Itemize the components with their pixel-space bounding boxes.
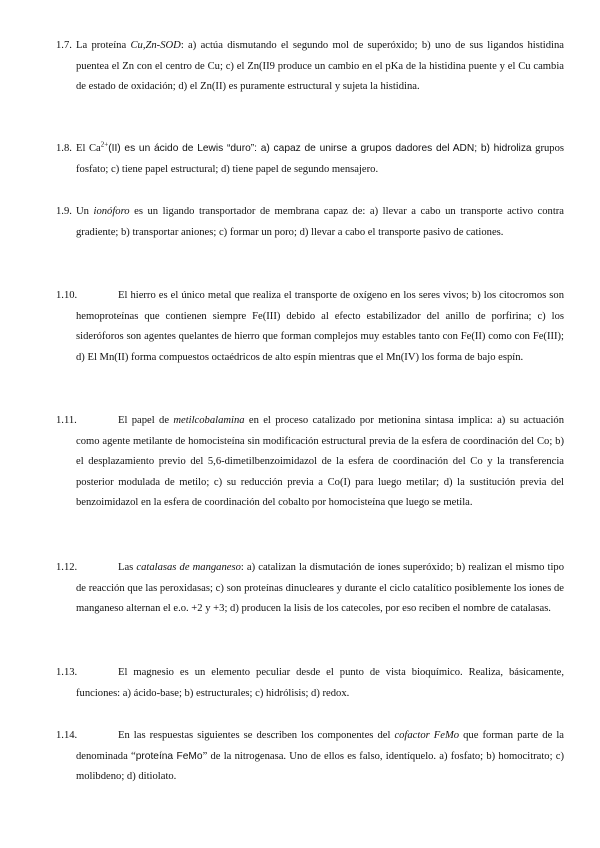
question-1-9: [56, 202, 564, 243]
question-text: Las catalasas de manganeso: a) catalizan la dismutación de iones superóxido; b) realizan el mismo tipo de reacción que las peroxidasas; c) son proteínas dinucleares y durante el ciclo catalítico posiblemente los iones de manganeso alternan el e.o. +2 y +3; d) producen la lisis de los catecoles, por eso reciben el nombre de catalasas.: [76, 562, 565, 615]
question-1-14: [56, 726, 564, 788]
question-number: 1.10.: [56, 290, 78, 301]
question-text: El papel de metilcobalamina en el proceso catalizado por metionina sintasa implica: a) su actuación como agente metilante de homocisteína sin modificación estructural previa de la esfera de coordinación del Co; b) el desplazamiento previo del 5,6-dimetilbenzoimidazol de la esfera de coordinación del Co y la transferencia posterior modulada de metilo; c) su reducción previa a Co(I) para luego metilar; d) la sustitución previa del benzoimidazol en la esfera de coordinación del cobalto por homocisteína que luego se metila.: [76, 415, 564, 509]
question-text: El magnesio es un elemento peculiar desde el punto de vista bioquímico. Realiza, básicamente, funciones: a) ácido-base; b) estructurales; c) hidrólisis; d) redox.: [76, 667, 564, 699]
question-text: En las respuestas siguientes se describen los componentes del cofactor FeMo que forman parte de la denominada “proteína FeMo” de la nitrogenasa. Uno de ellos es falso, identíquelo. a) fosfato; b) homocitrato; c) molibdeno; d) ditiolato.: [76, 730, 565, 783]
question-1-8: [56, 139, 564, 180]
question-1-10: [56, 286, 564, 368]
question-number: 1.12.: [56, 562, 78, 573]
question-number: 1.7.: [56, 40, 72, 51]
question-text: Un ionóforo es un ligando transportador de membrana capaz de: a) llevar a cabo un transporte activo contra gradiente; b) transportar aniones; c) formar un poro; d) llevar a cabo el transporte pasivo de cationes.: [76, 206, 565, 238]
question-1-12: [56, 558, 564, 620]
question-number: 1.8.: [56, 143, 72, 154]
question-text: El $Ca^{2+}(II)$ es un ácido de Lewis “duro”: a) capaz de unirse a grupos dadores del ADN; b) hidroliza grupos fosfato; c) tiene papel estructural; d) tiene papel de segundo mensajero.: [76, 140, 564, 175]
question-text: El hierro es el único metal que realiza el transporte de oxígeno en los seres vivos; b) los citocromos son hemoproteínas que contienen siempre Fe(III) debido al efecto estabilizador del anillo de porfirina; c) los sideróforos son agentes quelantes de hierro que forman complejos muy estables tanto con Fe(II) como con Fe(III); d) El Mn(II) forma compuestos octaédricos de alto espín mientras que el Mn(IV) los forma de bajo espín.: [76, 290, 564, 363]
question-number: 1.9.: [56, 206, 72, 217]
question-1-7: [56, 36, 564, 98]
question-number: 1.14.: [56, 730, 78, 741]
question-1-11: [56, 411, 564, 514]
question-number: 1.11.: [56, 415, 77, 426]
question-text: La proteína Cu,Zn-SOD: a) actúa dismutando el segundo mol de superóxido; b) uno de sus ligandos histidina puentea el Zn con el centro de Cu; c) el Zn(II9 produce un cambio en el pKa de la histidina puente y el Cu cambia de estado de oxidación; d) el Zn(II) es puramente estructural y sujeta la histidina.: [76, 40, 564, 93]
question-1-13: [56, 663, 564, 704]
question-number: 1.13.: [56, 667, 78, 678]
